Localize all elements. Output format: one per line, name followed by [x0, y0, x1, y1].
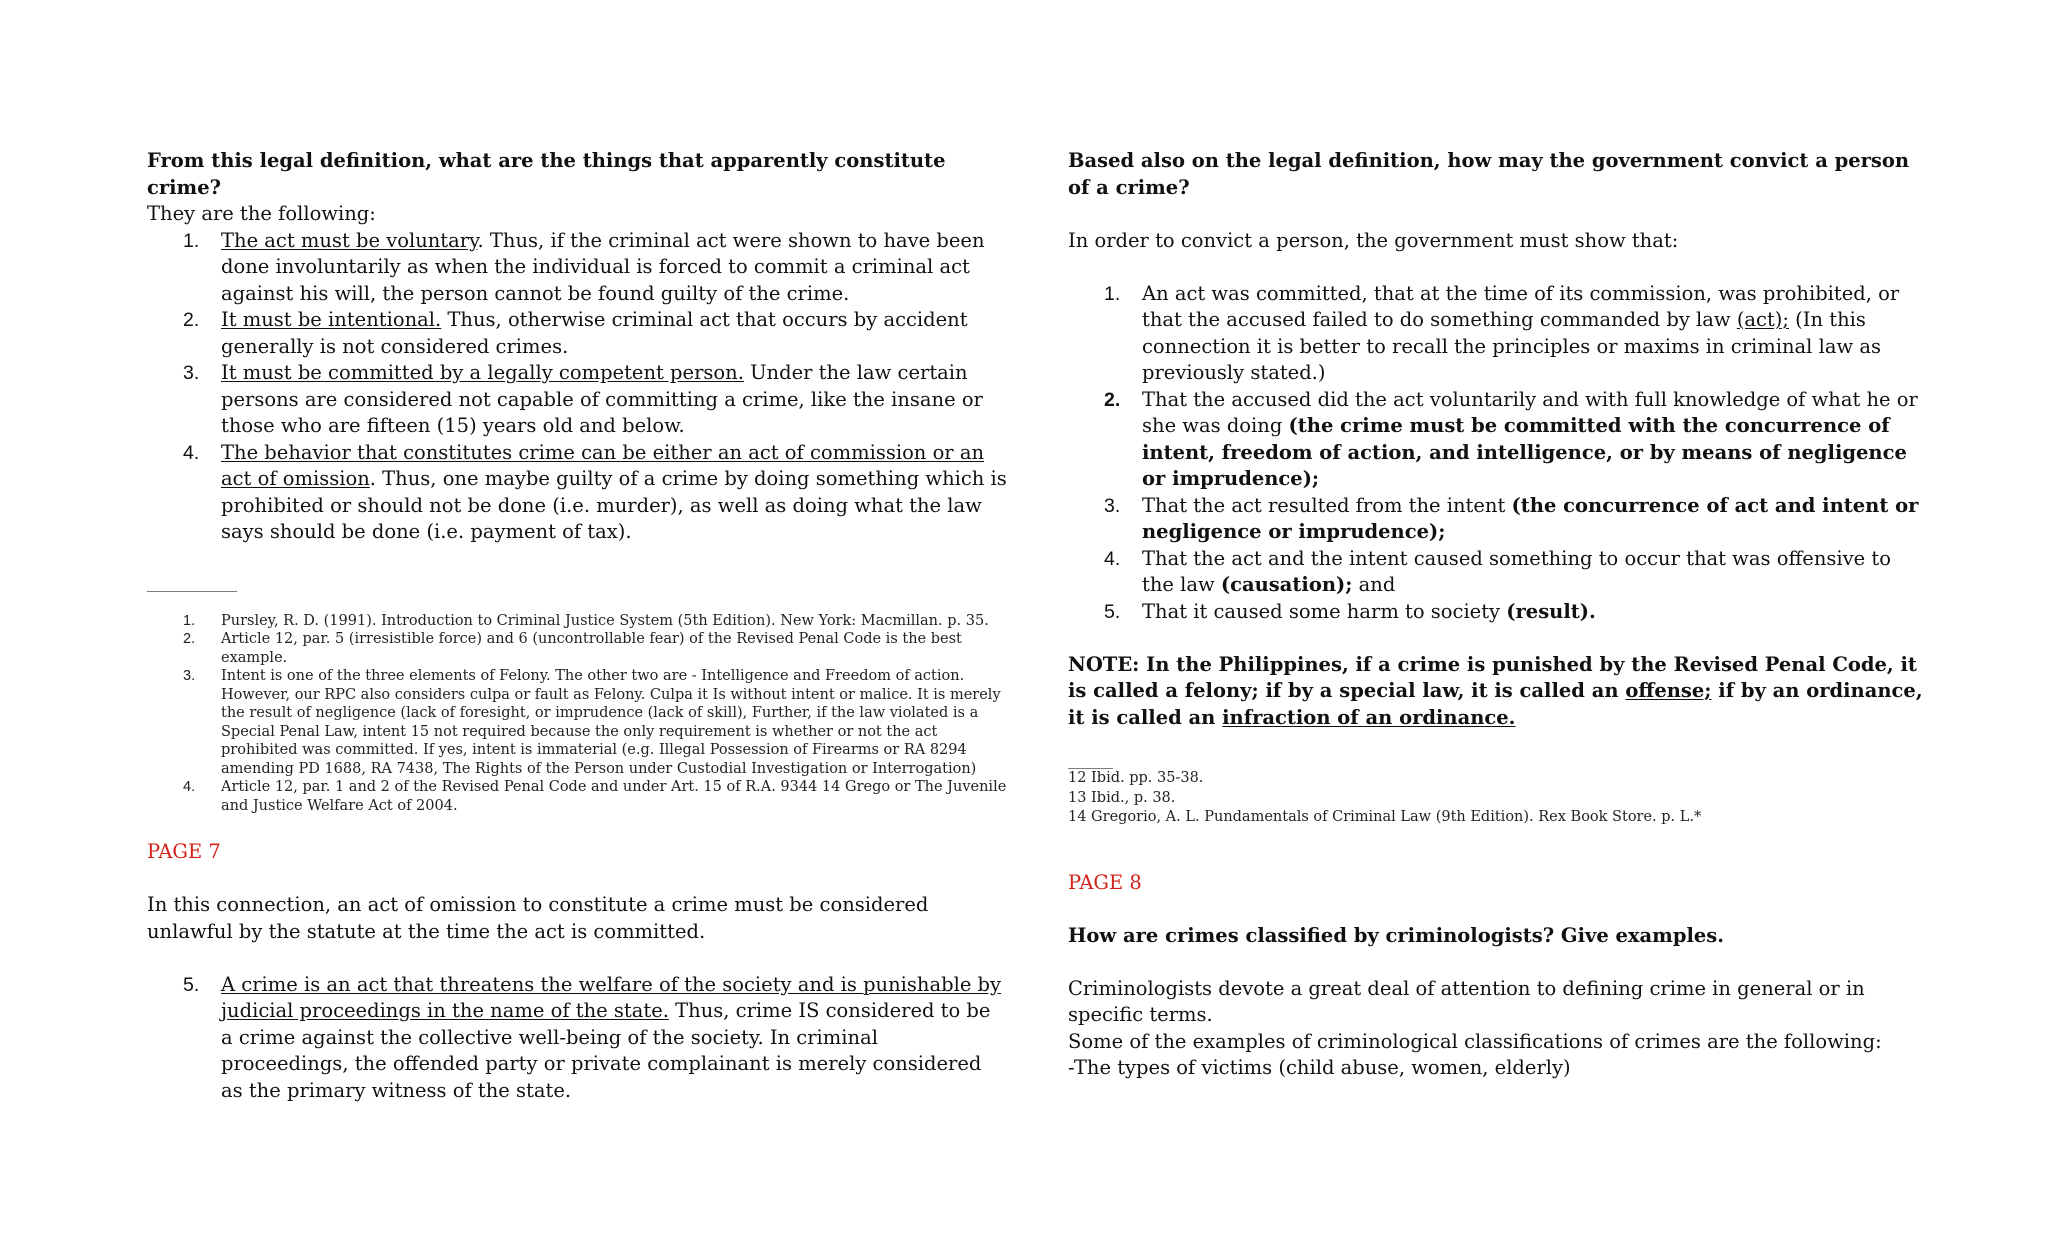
list-item: 2. That the accused did the act voluntarily and with full knowledge of what he or she was doing (the crime must be committed with the concurrence of intent, freedom of action, and intelligence, or by means of negligence or imprudence);: [1104, 387, 1918, 490]
footnote: 2. Article 12, par. 5 (irresistible force) and 6 (uncontrollable fear) of the Revised Penal Code is the best example.: [183, 631, 962, 666]
footnote: 13 Ibid., p. 38.: [1068, 789, 1176, 806]
list-item: 4. That the act and the intent caused something to occur that was offensive to the law (causation); and: [1104, 546, 1891, 596]
paragraph: Criminologists devote a great deal of attention to defining crime in general or in specific terms.: [1068, 976, 1865, 1026]
question-heading: How are crimes classified by criminologists? Give examples.: [1068, 923, 1725, 947]
footnote: 14 Gregorio, A. L. Pundamentals of Criminal Law (9th Edition). Rex Book Store. p. L.*: [1068, 809, 1702, 825]
paragraph: Some of the examples of criminological classifications of crimes are the following:: [1068, 1029, 1882, 1053]
page-label: PAGE 7: [147, 840, 221, 863]
criteria-list: [147, 228, 1007, 546]
footnote-rule: ______: [1068, 751, 1113, 769]
footnote: 4. Article 12, par. 1 and 2 of the Revised Penal Code and under Art. 15 of R.A. 9344 14 Grego or The Juvenile and Justice Welfare Act of 2004.: [183, 779, 1007, 814]
footnote: 3. Intent is one of the three elements of Felony. The other two are - Intelligence and Freedom of action. However, our RPC also considers culpa or fault as Felony. Culpa it Is without intent or malice. It is merely the result of negligence (lack of foresight, or imprudence (lack of skill), Further, if the law violated is a Special Penal Law, intent 15 not required because the only requirement is whether or not the act prohibited was committed. If yes, intent is immaterial (e.g. Illegal Possession of Firearms or RA 8294 amending PD 1688, RA 7438, The Rights of the Person under Custodial Investigation or Interrogation): [183, 668, 1001, 777]
criteria-list-continued: [147, 972, 1007, 1105]
page-label: PAGE 8: [1068, 870, 1142, 894]
list-item: 2. It must be intentional. Thus, otherwise criminal act that occurs by accident generally is not considered crimes.: [183, 308, 968, 358]
intro-text: They are the following:: [147, 202, 376, 225]
footnote: 1. Pursley, R. D. (1991). Introduction to Criminal Justice System (5th Edition). New York: Macmillan. p. 35.: [183, 612, 989, 629]
list-item: 5. That it caused some harm to society (result).: [1104, 599, 1596, 623]
paragraph: In this connection, an act of omission to constitute a crime must be considered unlawful by the statute at the time the act is committed.: [147, 893, 929, 943]
list-item: 1. An act was committed, that at the time of its commission, was prohibited, or that the accused failed to do something commanded by law (act); (In this connection it is better to recall the principles or maxims in criminal law as previously stated.): [1104, 281, 1900, 384]
right-column: [1068, 148, 1928, 1082]
conviction-list: [1068, 281, 1928, 626]
footnotes: [147, 612, 1007, 816]
intro-text: In order to convict a person, the government must show that:: [1068, 228, 1679, 252]
footnote-rule: ____________: [147, 573, 237, 592]
note-paragraph: NOTE: In the Philippines, if a crime is punished by the Revised Penal Code, it is called a felony; if by a special law, it is called an offense; if by an ordinance, it is called an infraction of an ordinance.: [1068, 652, 1923, 729]
list-item: 3. That the act resulted from the intent (the concurrence of act and intent or negligence or imprudence);: [1104, 493, 1919, 543]
list-item: 1. The act must be voluntary. Thus, if the criminal act were shown to have been done involuntarily as when the individual is forced to commit a criminal act against his will, the person cannot be found guilty of the crime.: [183, 228, 985, 305]
footnote: 12 Ibid. pp. 35-38.: [1068, 770, 1204, 786]
list-item: 4. The behavior that constitutes crime can be either an act of commission or an act of omission. Thus, one maybe guilty of a crime by doing something which is prohibited or should not be done (i.e. murder), as well as doing what the law says should be done (i.e. payment of tax).: [183, 440, 1007, 543]
list-item: 5. A crime is an act that threatens the welfare of the society and is punishable by judicial proceedings in the name of the state. Thus, crime IS considered to be a crime against the collective well-being of the society. In criminal proceedings, the offended party or private complainant is merely considered as the primary witness of the state.: [183, 972, 1002, 1102]
paragraph: -The types of victims (child abuse, women, elderly): [1068, 1056, 1571, 1079]
question-heading: Based also on the legal definition, how may the government convict a person of a crime?: [1068, 149, 1910, 199]
question-heading: From this legal definition, what are the things that apparently constitute crime?: [147, 149, 946, 199]
list-item: 3. It must be committed by a legally competent person. Under the law certain persons are considered not capable of committing a crime, like the insane or those who are fifteen (15) years old and below.: [183, 361, 983, 437]
left-column: [147, 148, 1007, 1104]
